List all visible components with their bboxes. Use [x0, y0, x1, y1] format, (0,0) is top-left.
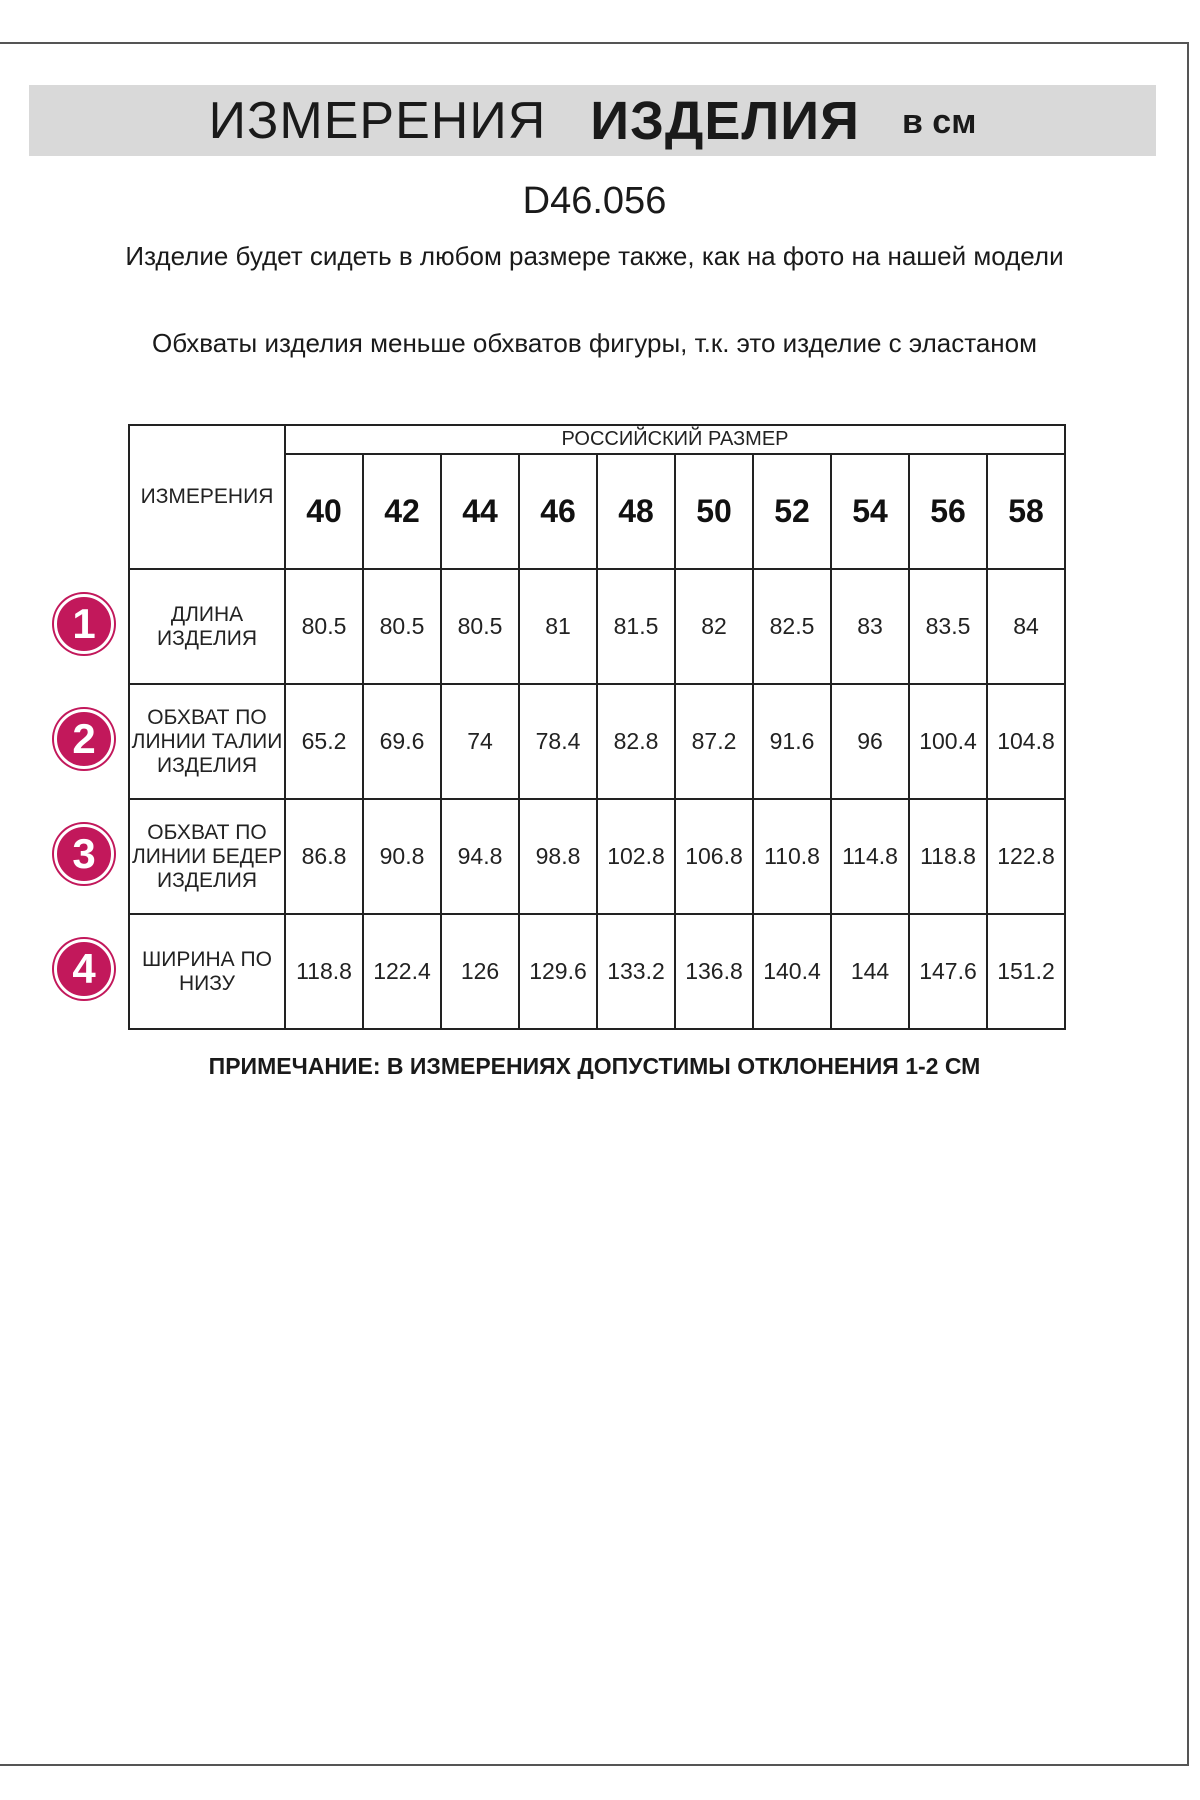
- table-cell: 94.8: [441, 799, 519, 914]
- row-number-badge-1: 1: [54, 594, 114, 654]
- table-cell: 118.8: [285, 914, 363, 1029]
- table-row: [129, 914, 1065, 1029]
- table-cell: 144: [831, 914, 909, 1029]
- article-number: D46.056: [522, 180, 667, 222]
- table-cell: 140.4: [753, 914, 831, 1029]
- elastane-note: Обхваты изделия меньше обхватов фигуры, т.к. это изделие с эластаном: [151, 328, 1037, 358]
- table-cell: 81: [519, 569, 597, 684]
- row-label-length: ДЛИНА ИЗДЕЛИЯ: [129, 569, 285, 684]
- table-cell: 151.2: [987, 914, 1065, 1029]
- table-row: [129, 569, 1065, 684]
- page-title: [29, 85, 1156, 156]
- size-header: 54: [831, 454, 909, 569]
- table-cell: 82: [675, 569, 753, 684]
- table-cell: 82.5: [753, 569, 831, 684]
- table-cell: 80.5: [285, 569, 363, 684]
- size-header: 48: [597, 454, 675, 569]
- size-header: 46: [519, 454, 597, 569]
- table-cell: 74: [441, 684, 519, 799]
- table-cell: 98.8: [519, 799, 597, 914]
- table-cell: 129.6: [519, 914, 597, 1029]
- row-number-badge-2: 2: [54, 709, 114, 769]
- title-measurements: ИЗМЕРЕНИЯ: [208, 91, 547, 150]
- table-cell: 80.5: [441, 569, 519, 684]
- table-cell: 122.8: [987, 799, 1065, 914]
- table-cell: 133.2: [597, 914, 675, 1029]
- table-cell: 147.6: [909, 914, 987, 1029]
- table-header-row: [129, 425, 1065, 454]
- row-label-waist: ОБХВАТ ПО ЛИНИИ ТАЛИИ ИЗДЕЛИЯ: [129, 684, 285, 799]
- row-number-badge-4: 4: [54, 939, 114, 999]
- table-cell: 69.6: [363, 684, 441, 799]
- table-cell: 118.8: [909, 799, 987, 914]
- table-cell: 136.8: [675, 914, 753, 1029]
- size-header: 44: [441, 454, 519, 569]
- table-row: [129, 684, 1065, 799]
- table-cell: 87.2: [675, 684, 753, 799]
- table-cell: 96: [831, 684, 909, 799]
- table-cell: 86.8: [285, 799, 363, 914]
- table-cell: 83.5: [909, 569, 987, 684]
- table-cell: 90.8: [363, 799, 441, 914]
- size-header: 56: [909, 454, 987, 569]
- size-header: 40: [285, 454, 363, 569]
- table-cell: 126: [441, 914, 519, 1029]
- table-cell: 91.6: [753, 684, 831, 799]
- tolerance-note: ПРИМЕЧАНИЕ: В ИЗМЕРЕНИЯХ ДОПУСТИМЫ ОТКЛОНЕНИЯ 1-2 СМ: [208, 1053, 981, 1079]
- title-product: ИЗДЕЛИЯ: [590, 90, 860, 151]
- table-row: [129, 799, 1065, 914]
- fit-note: Изделие будет сидеть в любом размере также, как на фото на нашей модели: [125, 241, 1064, 271]
- size-header: 42: [363, 454, 441, 569]
- table-cell: 78.4: [519, 684, 597, 799]
- row-label-hips: ОБХВАТ ПО ЛИНИИ БЕДЕР ИЗДЕЛИЯ: [129, 799, 285, 914]
- table-cell: 110.8: [753, 799, 831, 914]
- table-cell: 102.8: [597, 799, 675, 914]
- title-bar: [29, 85, 1156, 156]
- row-label-hem-width: ШИРИНА ПО НИЗУ: [129, 914, 285, 1029]
- table-cell: 122.4: [363, 914, 441, 1029]
- size-group-header: РОССИЙСКИЙ РАЗМЕР: [285, 425, 1065, 454]
- table-cell: 65.2: [285, 684, 363, 799]
- size-table: [128, 424, 1066, 1030]
- table-cell: 104.8: [987, 684, 1065, 799]
- table-cell: 81.5: [597, 569, 675, 684]
- table-cell: 100.4: [909, 684, 987, 799]
- table-cell: 82.8: [597, 684, 675, 799]
- title-unit: в см: [901, 103, 977, 141]
- table-cell: 83: [831, 569, 909, 684]
- size-header: 52: [753, 454, 831, 569]
- measurements-header: ИЗМЕРЕНИЯ: [129, 425, 285, 569]
- table-cell: 84: [987, 569, 1065, 684]
- table-cell: 106.8: [675, 799, 753, 914]
- table-cell: 80.5: [363, 569, 441, 684]
- size-header: 58: [987, 454, 1065, 569]
- table-cell: 114.8: [831, 799, 909, 914]
- size-header: 50: [675, 454, 753, 569]
- row-number-badge-3: 3: [54, 824, 114, 884]
